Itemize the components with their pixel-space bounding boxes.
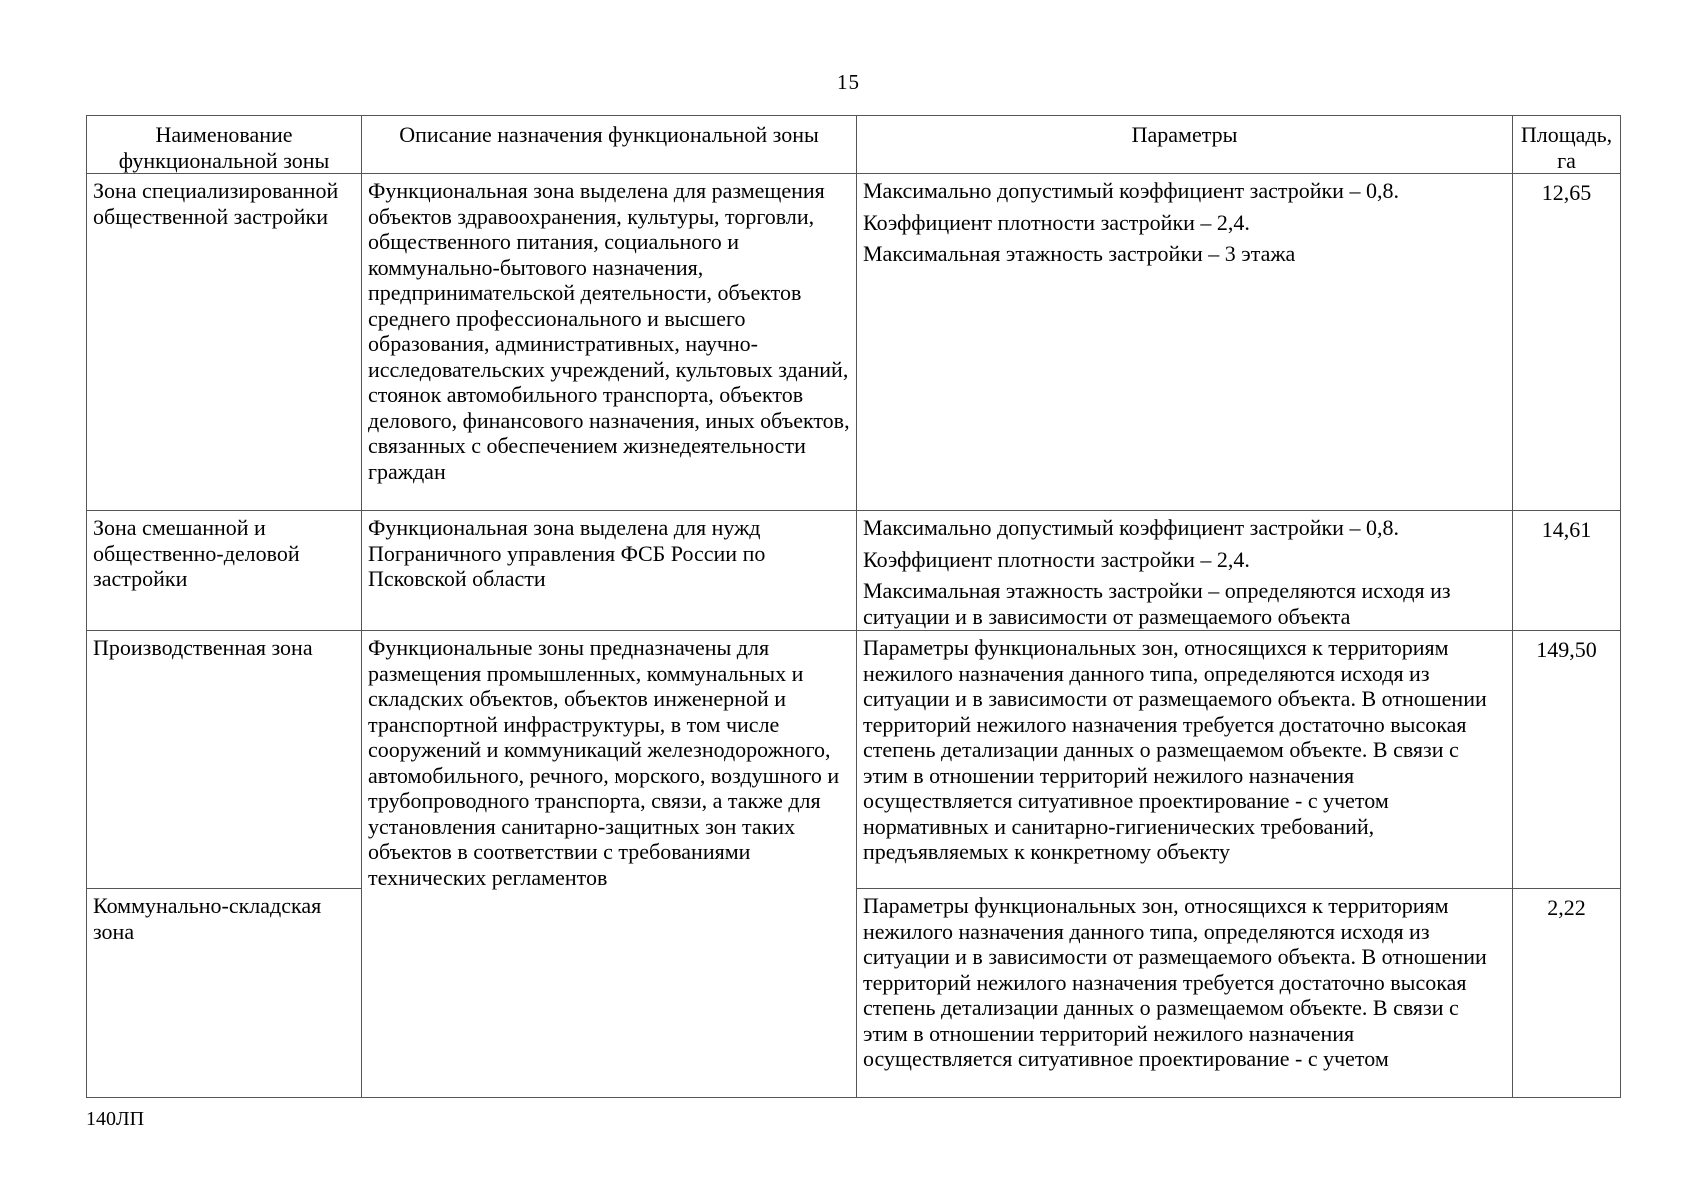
zones-table bbox=[86, 115, 1621, 1098]
zone-area: 149,50 bbox=[1513, 631, 1621, 889]
document-code: 140ЛП bbox=[86, 1108, 145, 1130]
zone-description: Функциональные зоны предназначены для размещения промышленных, коммунальных и складских объектов, объектов инженерной и транспортной инфраструктуры, в том числе сооружений и коммуникаций железнодорожного, автомобильного, речного, морского, воздушного и трубопроводного транспорта, связи, а также для установления санитарно-защитных зон таких объектов в соответствии с требованиями технических регламентов bbox=[362, 631, 857, 1098]
zone-parameters bbox=[857, 889, 1513, 1098]
zone-name: Производственная зона bbox=[87, 631, 362, 889]
zone-area: 12,65 bbox=[1513, 174, 1621, 511]
parameter-line: Максимальная этажность застройки – 3 этажа bbox=[863, 241, 1296, 266]
zone-name: Зона смешанной и общественно-деловой застройки bbox=[87, 511, 362, 631]
parameter-line: Максимально допустимый коэффициент застройки – 0,8. bbox=[863, 515, 1399, 540]
zone-parameters bbox=[857, 631, 1513, 889]
table-row bbox=[87, 174, 1621, 511]
zone-description: Функциональная зона выделена для размещения объектов здравоохранения, культуры, торговли, общественного питания, социального и коммунально-бытового назначения, предпринимательской деятельности, объектов среднего профессионального и высшего образования, административных, научно-исследовательских учреждений, культовых зданий, стоянок автомобильного транспорта, объектов делового, финансового назначения, иных объектов, связанных с обеспечением жизнедеятельности граждан bbox=[362, 174, 857, 511]
header-parameters: Параметры bbox=[857, 116, 1513, 174]
header-zone-name: Наименование функциональной зоны bbox=[87, 116, 362, 174]
parameter-line: Максимальная этажность застройки – определяются исходя из ситуации и в зависимости от размещаемого объекта bbox=[863, 578, 1451, 629]
zone-name: Зона специализированной общественной застройки bbox=[87, 174, 362, 511]
zone-parameters bbox=[857, 174, 1513, 511]
zone-area: 14,61 bbox=[1513, 511, 1621, 631]
zone-area: 2,22 bbox=[1513, 889, 1621, 1098]
parameter-line: Параметры функциональных зон, относящихся к территориям нежилого назначения данного типа, определяются исходя из ситуации и в зависимости от размещаемого объекта. В отношении территорий нежилого назначения требуется достаточно высокая степень детализации данных о размещаемом объекте. В связи с этим в отношении территорий нежилого назначения осуществляется ситуативное проектирование - с учетом нормативных и санитарно-гигиенических требований, предъявляемых к конкретному объекту bbox=[863, 635, 1487, 864]
table-header-row bbox=[87, 116, 1621, 174]
parameter-line: Коэффициент плотности застройки – 2,4. bbox=[863, 546, 1250, 572]
header-area: Площадь, га bbox=[1513, 116, 1621, 174]
zone-name: Коммунально-складская зона bbox=[87, 889, 362, 1098]
parameter-line: Максимально допустимый коэффициент застройки – 0,8. bbox=[863, 178, 1399, 203]
zone-parameters bbox=[857, 511, 1513, 631]
table-row bbox=[87, 511, 1621, 631]
parameter-line: Параметры функциональных зон, относящихся к территориям нежилого назначения данного типа, определяются исходя из ситуации и в зависимости от размещаемого объекта. В отношении территорий нежилого назначения требуется достаточно высокая степень детализации данных о размещаемом объекте. В связи с этим в отношении территорий нежилого назначения осуществляется ситуативное проектирование - с учетом bbox=[863, 893, 1487, 1071]
page-number: 15 bbox=[837, 70, 860, 94]
zone-description: Функциональная зона выделена для нужд Пограничного управления ФСБ России по Псковской области bbox=[362, 511, 857, 631]
parameter-line: Коэффициент плотности застройки – 2,4. bbox=[863, 209, 1250, 235]
header-zone-description: Описание назначения функциональной зоны bbox=[362, 116, 857, 174]
table-row bbox=[87, 631, 1621, 889]
